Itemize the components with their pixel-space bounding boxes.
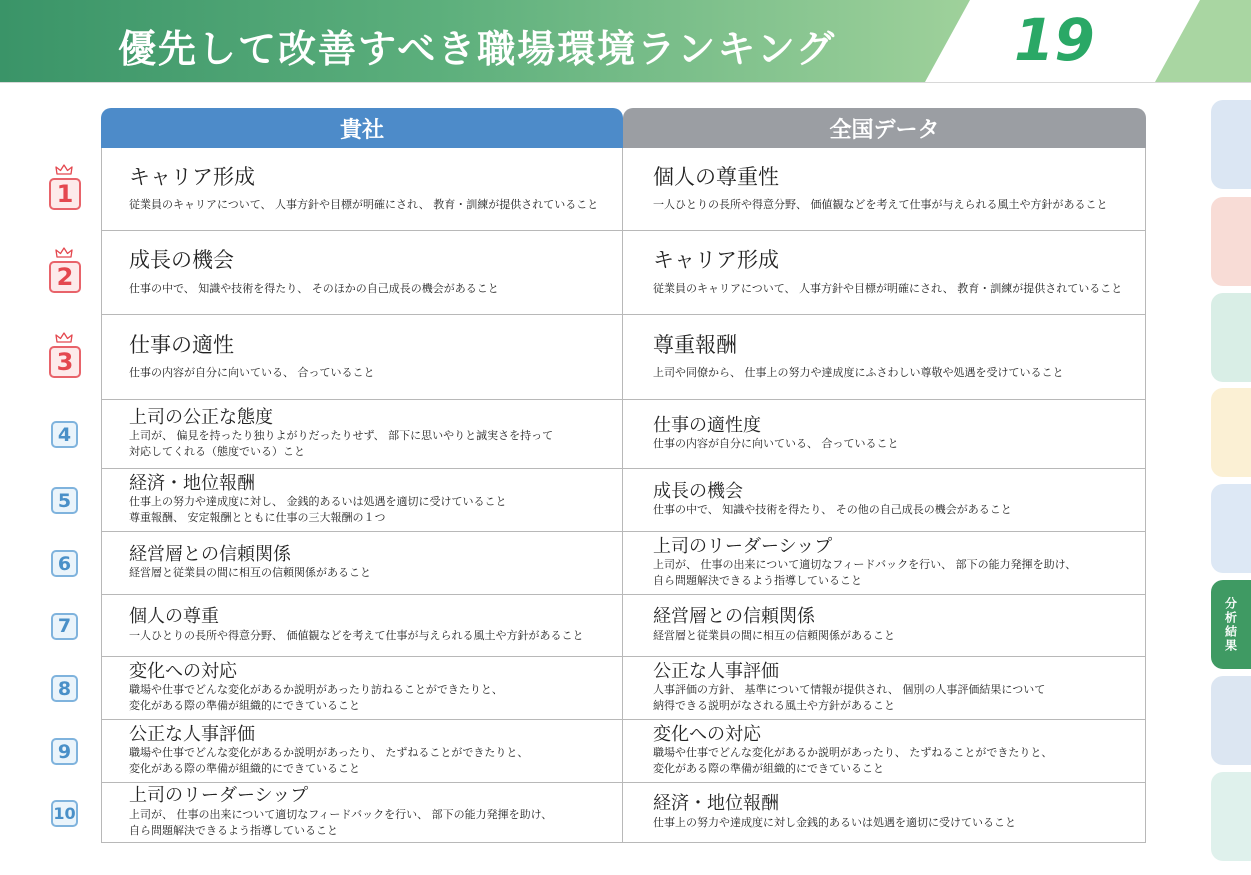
item-description: 経営層と従業員の間に相互の信頼関係があること bbox=[129, 566, 371, 580]
item-description: 仕事上の努力や達成度に対し金銭的あるいは処遇を適切に受けていること bbox=[653, 815, 1016, 829]
item-description: 変化がある際の準備が組織的にできていること bbox=[129, 762, 360, 776]
rank-badge: 8 bbox=[51, 675, 78, 702]
company-cell bbox=[102, 148, 623, 230]
column-header-national: 全国データ bbox=[623, 108, 1146, 148]
item-title: 尊重報酬 bbox=[653, 332, 737, 357]
item-description: 自ら問題解決できるよう指導していること bbox=[129, 823, 338, 837]
rank-badge: 7 bbox=[51, 613, 78, 640]
item-description: 上司や同僚から、 仕事上の努力や達成度にふさわしい尊敬や処遇を受けていること bbox=[653, 366, 1064, 380]
item-description: 変化がある際の準備が組織的にできていること bbox=[653, 762, 884, 776]
table-row bbox=[101, 315, 1146, 400]
item-title: 経済・地位報酬 bbox=[129, 472, 255, 494]
rank-badge: 4 bbox=[51, 421, 78, 448]
item-title: 公正な人事評価 bbox=[653, 660, 779, 682]
page-header bbox=[0, 0, 1251, 82]
company-cell bbox=[102, 532, 623, 594]
table-row bbox=[101, 469, 1146, 532]
item-description: 職場や仕事でどんな変化があるか説明があったり、 たずねることができたりと、 bbox=[653, 746, 1053, 760]
item-description: 上司が、 偏見を持ったり独りよがりだったりせず、 部下に思いやりと誠実さを持って bbox=[129, 429, 554, 443]
rank-badge: 2 bbox=[49, 261, 81, 293]
item-title: 上司のリーダーシップ bbox=[129, 785, 309, 807]
rank-badge: 6 bbox=[51, 550, 78, 577]
item-title: 公正な人事評価 bbox=[129, 723, 255, 745]
side-tab[interactable] bbox=[1211, 293, 1251, 382]
side-tab[interactable] bbox=[1211, 197, 1251, 286]
company-cell bbox=[102, 400, 623, 468]
item-description: 仕事の内容が自分に向いている、 合っていること bbox=[129, 366, 375, 380]
side-tab[interactable] bbox=[1211, 100, 1251, 189]
side-tab[interactable] bbox=[1211, 388, 1251, 477]
rank-badge: 10 bbox=[51, 800, 78, 827]
rank-badge: 1 bbox=[49, 178, 81, 210]
national-cell bbox=[623, 657, 1145, 719]
table-row bbox=[101, 783, 1146, 843]
header-divider bbox=[0, 82, 1251, 83]
item-description: 尊重報酬、 安定報酬とともに仕事の三大報酬の１つ bbox=[129, 511, 386, 525]
company-cell bbox=[102, 595, 623, 656]
side-tab[interactable] bbox=[1211, 772, 1251, 861]
item-title: 経営層との信頼関係 bbox=[129, 543, 291, 565]
side-tab[interactable] bbox=[1211, 484, 1251, 573]
item-description: 仕事の中で、 知識や技術を得たり、 そのほかの自己成長の機会があること bbox=[129, 281, 499, 295]
company-cell bbox=[102, 783, 623, 842]
rank-badge: 3 bbox=[49, 346, 81, 378]
item-description: 上司が、 仕事の出来について適切なフィードバックを行い、 部下の能力発揮を助け、 bbox=[129, 807, 553, 821]
item-title: 経済・地位報酬 bbox=[653, 793, 779, 815]
national-cell bbox=[623, 595, 1145, 656]
table-row bbox=[101, 148, 1146, 231]
item-description: 仕事の内容が自分に向いている、 合っていること bbox=[653, 437, 899, 451]
table-row bbox=[101, 532, 1146, 595]
company-cell bbox=[102, 315, 623, 399]
item-description: 仕事の中で、 知識や技術を得たり、 その他の自己成長の機会があること bbox=[653, 503, 1012, 517]
crown-icon bbox=[55, 164, 73, 176]
item-description: 従業員のキャリアについて、 人事方針や目標が明確にされ、 教育・訓練が提供されていること bbox=[129, 198, 599, 212]
item-title: 仕事の適性 bbox=[129, 332, 234, 357]
item-description: 対応してくれる（態度でいる）こと bbox=[129, 445, 305, 459]
rank-badge: 9 bbox=[51, 738, 78, 765]
item-title: 成長の機会 bbox=[129, 248, 234, 273]
national-cell bbox=[623, 400, 1145, 468]
national-cell bbox=[623, 231, 1145, 314]
item-title: 経営層との信頼関係 bbox=[653, 606, 815, 628]
item-description: 職場や仕事でどんな変化があるか説明があったり、 たずねることができたりと、 bbox=[129, 746, 529, 760]
national-cell bbox=[623, 469, 1145, 531]
item-title: 個人の尊重 bbox=[129, 606, 219, 628]
item-title: 変化への対応 bbox=[129, 660, 237, 682]
company-cell bbox=[102, 720, 623, 782]
item-title: キャリア形成 bbox=[129, 164, 255, 189]
item-description: 従業員のキャリアについて、 人事方針や目標が明確にされ、 教育・訓練が提供されていること bbox=[653, 281, 1123, 295]
item-description: 納得できる説明がなされる風土や方針があること bbox=[653, 699, 895, 713]
table-row bbox=[101, 595, 1146, 657]
national-cell bbox=[623, 532, 1145, 594]
item-description: 上司が、 仕事の出来について適切なフィードバックを行い、 部下の能力発揮を助け、 bbox=[653, 558, 1077, 572]
company-cell bbox=[102, 469, 623, 531]
item-title: 成長の機会 bbox=[653, 480, 743, 502]
item-title: 変化への対応 bbox=[653, 723, 761, 745]
column-header-company: 貴社 bbox=[101, 108, 623, 148]
crown-icon bbox=[55, 247, 73, 259]
national-cell bbox=[623, 783, 1145, 842]
company-cell bbox=[102, 657, 623, 719]
crown-icon bbox=[55, 332, 73, 344]
table-row bbox=[101, 400, 1146, 469]
item-description: 人事評価の方針、 基準について情報が提供され、 個別の人事評価結果について bbox=[653, 683, 1046, 697]
item-title: 仕事の適性度 bbox=[653, 414, 761, 436]
item-description: 一人ひとりの長所や得意分野、 価値観などを考えて仕事が与えられる風土や方針があること bbox=[653, 198, 1108, 212]
table-row bbox=[101, 720, 1146, 783]
table-row bbox=[101, 231, 1146, 315]
item-description: 変化がある際の準備が組織的にできていること bbox=[129, 699, 360, 713]
item-title: キャリア形成 bbox=[653, 248, 779, 273]
item-title: 上司の公正な態度 bbox=[129, 406, 273, 428]
page-title: 優先して改善すべき職場環境ランキング bbox=[118, 27, 837, 71]
item-description: 職場や仕事でどんな変化があるか説明があったり訪ねることができたりと、 bbox=[129, 683, 503, 697]
national-cell bbox=[623, 148, 1145, 230]
item-title: 上司のリーダーシップ bbox=[653, 535, 833, 557]
side-tab-active[interactable] bbox=[1211, 580, 1251, 669]
national-cell bbox=[623, 720, 1145, 782]
national-cell bbox=[623, 315, 1145, 399]
side-tab-label: 分析結果 bbox=[1223, 596, 1238, 653]
table-row bbox=[101, 657, 1146, 720]
page-number: 19 bbox=[1014, 6, 1095, 74]
item-description: 自ら問題解決できるよう指導していること bbox=[653, 574, 862, 588]
side-tab[interactable] bbox=[1211, 676, 1251, 765]
item-description: 経営層と従業員の間に相互の信頼関係があること bbox=[653, 628, 895, 642]
item-description: 一人ひとりの長所や得意分野、 価値観などを考えて仕事が与えられる風土や方針があること bbox=[129, 628, 584, 642]
company-cell bbox=[102, 231, 623, 314]
rank-badge: 5 bbox=[51, 487, 78, 514]
item-description: 仕事上の努力や達成度に対し、 金銭的あるいは処遇を適切に受けていること bbox=[129, 495, 507, 509]
item-title: 個人の尊重性 bbox=[653, 164, 779, 189]
